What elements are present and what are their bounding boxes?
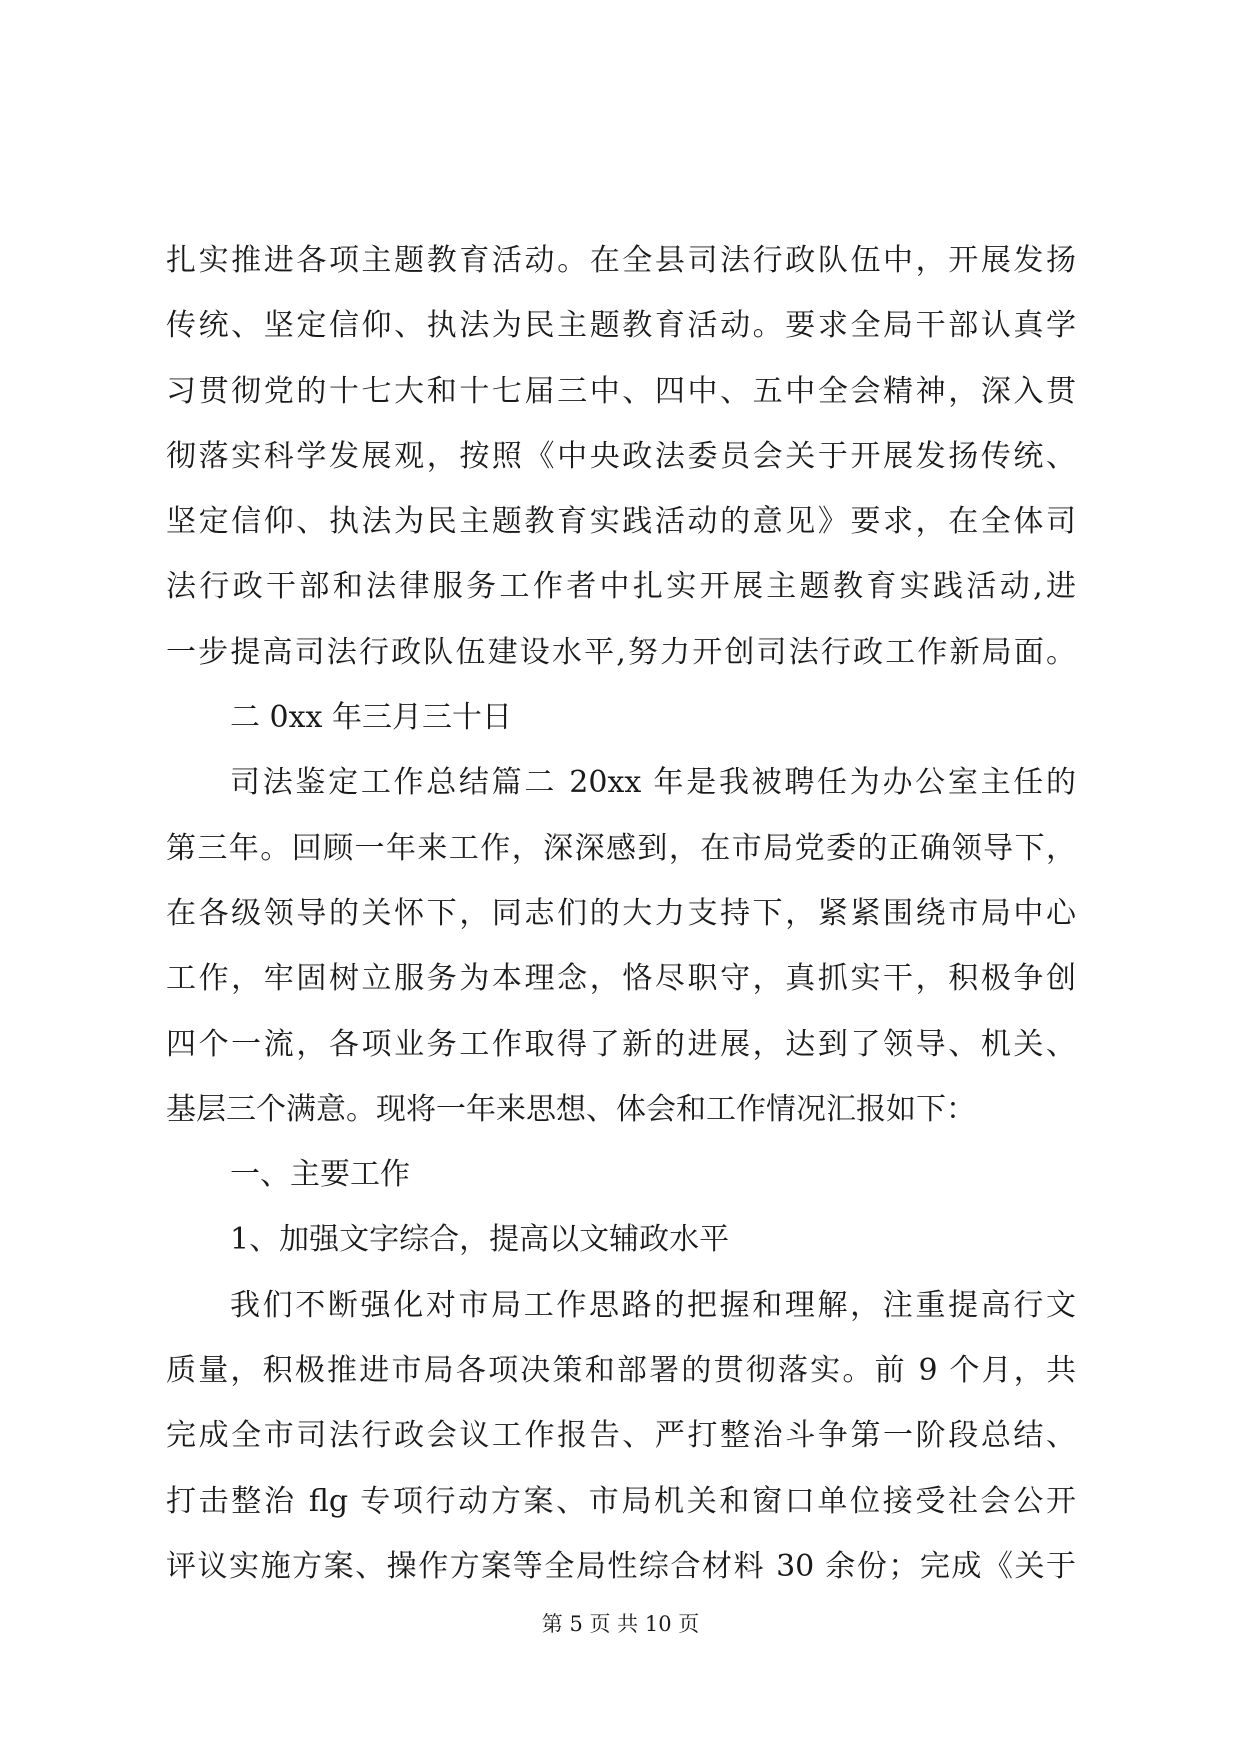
text-line: 习贯彻党的十七大和十七届三中、四中、五中全会精神，深入贯 bbox=[166, 373, 1076, 409]
page-number-footer: 第 5 页 共 10 页 bbox=[541, 1612, 700, 1636]
text-line: 打击整治 flg 专项行动方案、市局机关和窗口单位接受社会公开 bbox=[166, 1483, 1076, 1519]
text-line: 法行政干部和法律服务工作者中扎实开展主题教育实践活动,进 bbox=[166, 569, 1076, 605]
subsection-heading: 1、加强文字综合，提高以文辅政水平 bbox=[230, 1222, 730, 1258]
text-line: 完成全市司法行政会议工作报告、严打整治斗争第一阶段总结、 bbox=[166, 1418, 1076, 1454]
text-line: 彻落实科学发展观，按照《中央政法委员会关于开展发扬传统、 bbox=[166, 438, 1076, 474]
paragraph-start-line: 司法鉴定工作总结篇二 20xx 年是我被聘任为办公室主任的 bbox=[230, 765, 1076, 801]
text-line: 扎实推进各项主题教育活动。在全县司法行政队伍中，开展发扬 bbox=[166, 243, 1076, 278]
text-line: 基层三个满意。现将一年来思想、体会和工作情况汇报如下： bbox=[166, 1091, 976, 1127]
text-line: 工作，牢固树立服务为本理念，恪尽职守，真抓实干，积极争创 bbox=[166, 961, 1076, 997]
text-line: 四个一流，各项业务工作取得了新的进展，达到了领导、机关、 bbox=[166, 1026, 1076, 1062]
text-line: 一步提高司法行政队伍建设水平,努力开创司法行政工作新局面。 bbox=[166, 634, 1076, 670]
text-line: 第三年。回顾一年来工作，深深感到，在市局党委的正确领导下， bbox=[166, 830, 1076, 866]
section-heading: 一、主要工作 bbox=[230, 1157, 410, 1193]
text-line: 传统、坚定信仰、执法为民主题教育活动。要求全局干部认真学 bbox=[166, 308, 1076, 344]
paragraph-start-line: 我们不断强化对市局工作思路的把握和理解，注重提高行文 bbox=[230, 1287, 1076, 1323]
text-line: 在各级领导的关怀下，同志们的大力支持下，紧紧围绕市局中心 bbox=[166, 895, 1076, 931]
text-line: 坚定信仰、执法为民主题教育实践活动的意见》要求，在全体司 bbox=[166, 504, 1076, 540]
document-body bbox=[166, 228, 1076, 1599]
text-line: 质量，积极推进市局各项决策和部署的贯彻落实。前 9 个月，共 bbox=[166, 1353, 1076, 1389]
text-line: 评议实施方案、操作方案等全局性综合材料 30 余份；完成《关于 bbox=[166, 1548, 1076, 1584]
date-line: 二 0xx 年三月三十日 bbox=[230, 700, 512, 736]
